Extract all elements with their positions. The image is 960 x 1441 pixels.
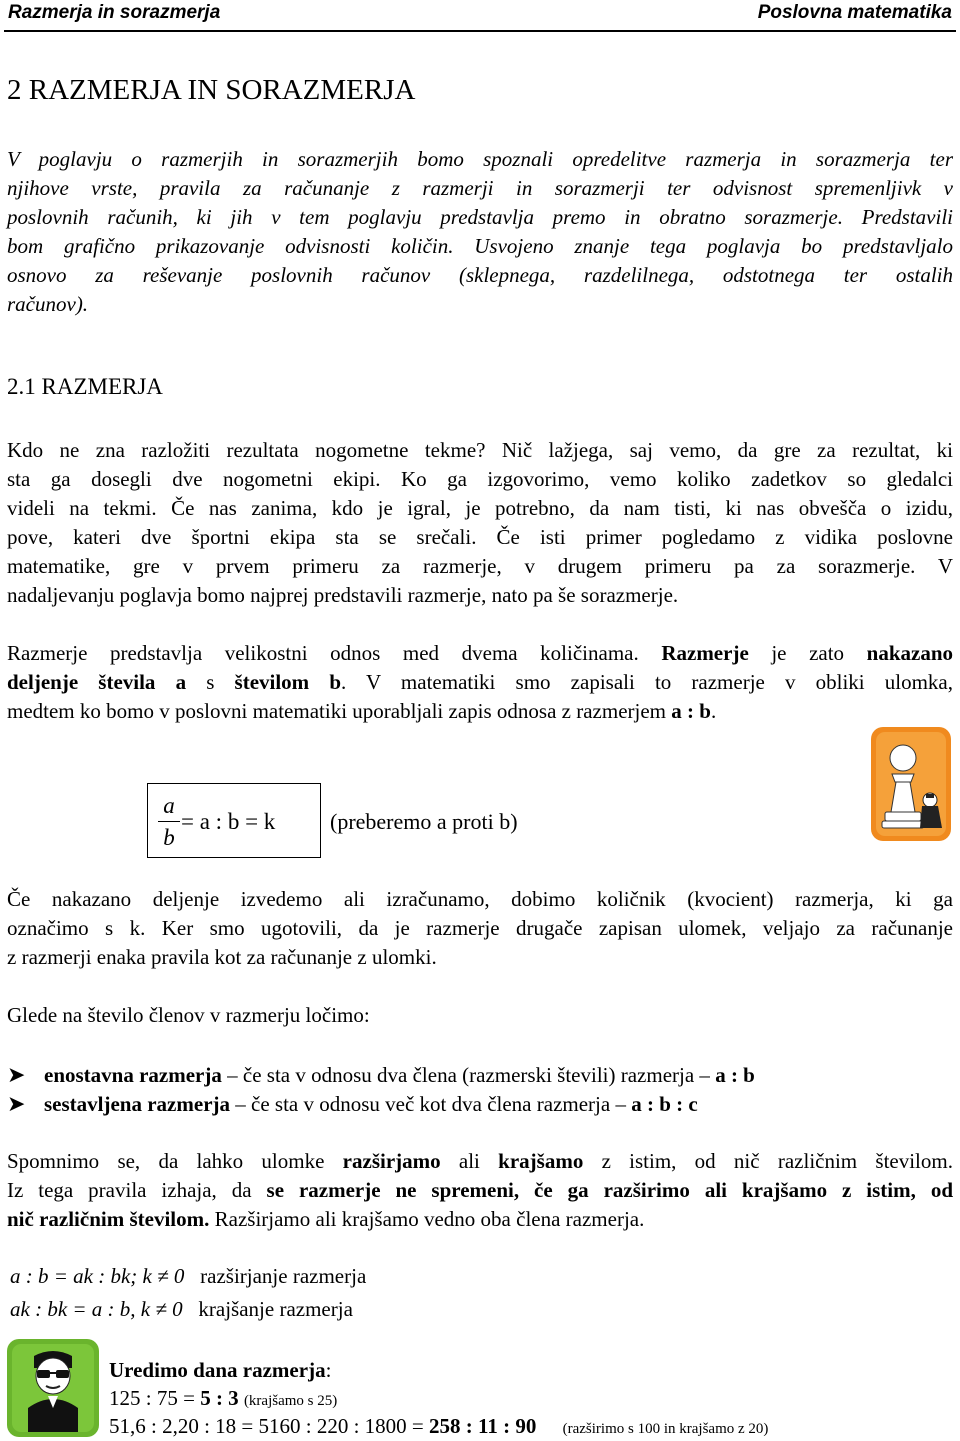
intro-line: bom grafično prikazovanje odvisnosti količin. Usvojeno znanje tega poglavja bo predstavljalo [7,234,953,258]
arrow-bullet-icon: ➤ [7,1062,26,1087]
text-line: Razmerje predstavlja velikostni odnos med dvema količinama. Razmerje je zato nakazano [7,641,953,665]
text-line: Kdo ne zna razložiti rezultata nogometne tekme? Nič lažjega, saj vemo, da gre za rezultat, ki [7,438,953,462]
text-line: Če nakazano deljenje izvedemo ali izračunamo, dobimo količnik (kvocient) razmerja, ki ga [7,887,953,911]
rule-reduction [10,1297,353,1322]
example-title: Uredimo dana razmerja: [109,1358,332,1382]
fraction-denominator: b [163,825,175,850]
rule-formula: a : b = ak : bk; k ≠ 0 [10,1264,185,1288]
paragraph-definition [7,639,953,726]
text-line: pove, kateri dve športni ekipa sta se srečali. Če isti primer pogledamo z vidika poslovne [7,525,953,549]
paragraph-quotient [7,885,953,972]
section-title: 2.1 RAZMERJA [7,374,163,399]
rule-formula: ak : bk = a : b, k ≠ 0 [10,1297,183,1321]
page-header [0,0,960,26]
intro-paragraph [7,145,953,319]
intro-line: poslovnih računih, ki jih v tem poglavju predstavlja premo in obratno sorazmerje. Predstavili [7,205,953,229]
text-line: Iz tega pravila izhaja, da se razmerje ne spremeni, če ga razširimo ali krajšamo z istim, od [7,1178,954,1202]
example-2: 51,6 : 2,20 : 18 = 5160 : 220 : 1800 = 258 : 11 : 90 (razširimo s 100 in krajšamo z 20) [109,1414,769,1438]
text-line: označimo s k. Ker smo ugotovili, da je razmerje drugače zapisan ulomek, veljajo za računanje [7,916,953,940]
paragraph-types: Glede na število členov v razmerju ločimo: [7,1003,370,1027]
list-item: ➤ sestavljena razmerja – če sta v odnosu več kot dva člena razmerja – a : b : c [7,1091,698,1116]
paragraph-football [7,436,953,610]
header-left: Razmerja in sorazmerja [8,2,221,23]
text-line: matematike, gre v prvem primeru za razmerje, v drugem primeru pa za sorazmerje. V [7,554,953,578]
student-icon [6,1338,100,1438]
formula-equation: = a : b = k [181,809,276,834]
intro-line: osnovo za reševanje poslovnih računov (sklepnega, razdelilnega, odstotnega ter ostalih [7,263,953,287]
chapter-title: 2 RAZMERJA IN SORAZMERJA [7,74,416,106]
fraction-numerator: a [163,793,175,818]
text-line: Spomnimo se, da lahko ulomke razširjamo ali krajšamo z istim, od nič različnim številom. [7,1149,953,1173]
example-1: 125 : 75 = 5 : 3 (krajšamo s 25) [109,1386,338,1410]
text-line: videli na tekmi. Če nas zanima, kdo je igral, je potrebno, da nam tisti, ki nas obvešča o izidu, [7,496,953,520]
header-right: Poslovna matematika [757,2,952,23]
chess-pawn-icon [870,726,952,842]
text-line: nič različnim številom. Razširjamo ali krajšamo vedno oba člena razmerja. [7,1207,645,1231]
intro-line: njihove vrste, pravila za računanje z razmerji in sorazmerji ter odvisnost spremenljivk v [7,176,953,200]
rule-expansion [10,1264,366,1289]
text-line: nadaljevanju poglavja bomo najprej predstavili razmerje, nato pa še sorazmerje. [7,583,679,607]
arrow-bullet-icon: ➤ [7,1091,26,1116]
intro-line: računov). [7,292,89,316]
rule-label: krajšanje razmerja [198,1297,353,1321]
header-divider [4,30,956,32]
fraction-bar [158,821,180,822]
text-line: deljenje števila a s številom b. V matematiki smo zapisali to razmerje v obliki ulomka, [7,670,954,694]
text-line: z razmerji enaka pravila kot za računanje z ulomki. [7,945,437,969]
formula-note: (preberemo a proti b) [330,809,518,834]
rule-label: razširjanje razmerja [200,1264,367,1288]
list-item: ➤ enostavna razmerja – če sta v odnosu dva člena (razmerski števili) razmerja – a : b [7,1062,755,1087]
intro-line: V poglavju o razmerjih in sorazmerjih bomo spoznali opredelitve razmerja in sorazmerja ter [7,147,953,171]
text-line: sta ga dosegli dve nogometni ekipi. Ko ga izgovorimo, vemo koliko zadetkov so gledalci [7,467,953,491]
fraction [158,792,180,851]
paragraph-rules [7,1147,953,1234]
text-line: medtem ko bomo v poslovni matematiki uporabljali zapis odnosa z razmerjem a : b. [7,699,717,723]
